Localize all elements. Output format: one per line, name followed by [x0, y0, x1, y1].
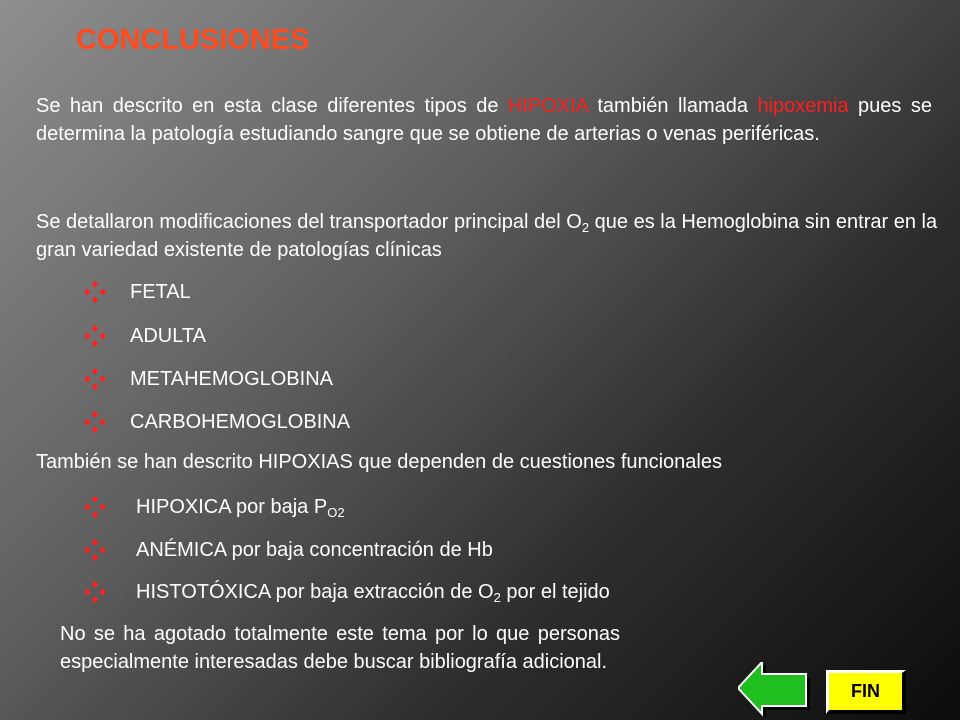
- paragraph-text: también llamada: [587, 95, 758, 117]
- paragraph-text: Se han descrito en esta clase diferentes tipos de: [36, 95, 508, 117]
- list-item-text: HISTOTÓXICA por baja extracción de O: [136, 581, 494, 603]
- list-item-label: [136, 537, 493, 563]
- list-item-metahemoglobina: [84, 366, 333, 392]
- paragraph-hypoxia-intro: [36, 92, 932, 148]
- list-item-label: CARBOHEMOGLOBINA: [130, 411, 351, 433]
- list-item-label: FETAL: [130, 281, 191, 303]
- list-item-text: por el tejido: [500, 581, 610, 603]
- paragraph-text: que es la Hemoglobina sin entrar en la gran variedad existente de patologías clínicas: [36, 211, 938, 261]
- highlight-hipoxia: HIPOXIA: [507, 95, 588, 117]
- subscript: O2: [327, 505, 345, 520]
- list-item-fetal: [84, 279, 191, 305]
- paragraph-functional-hypoxias: También se han descrito HIPOXIAS que dependen de cuestiones funcionales: [36, 451, 722, 473]
- green-left-arrow-icon[interactable]: [738, 662, 814, 718]
- paragraph-text: pues se determina la patología estudiando sangre que se obtiene de arterias o venas periféricas.: [36, 95, 932, 145]
- subscript: 2: [581, 220, 590, 235]
- fin-button[interactable]: FIN: [826, 670, 906, 714]
- list-item-label: [136, 579, 610, 605]
- diamond-bullet-icon: [84, 411, 106, 433]
- list-item-label: METAHEMOGLOBINA: [130, 368, 333, 390]
- highlight-hipoxemia: hipoxemia: [757, 95, 849, 117]
- slide-title: CONCLUSIONES: [76, 24, 310, 56]
- diamond-bullet-icon: [84, 368, 106, 390]
- list-item-text: ANÉMICA por baja concentración de Hb: [136, 539, 493, 561]
- diamond-bullet-icon: [84, 539, 106, 561]
- list-item-anemica: [84, 537, 493, 563]
- list-item-histotoxica: [84, 579, 610, 605]
- list-item-text: HIPOXICA por baja P: [136, 496, 328, 518]
- diamond-bullet-icon: [84, 581, 106, 603]
- diamond-bullet-icon: [84, 281, 106, 303]
- diamond-bullet-icon: [84, 496, 106, 518]
- list-item-label: ADULTA: [130, 325, 206, 347]
- paragraph-text: Se detallaron modificaciones del transportador principal del O: [36, 211, 582, 233]
- paragraph-hemoglobin: [36, 208, 960, 264]
- diamond-bullet-icon: [84, 325, 106, 347]
- list-item-carbohemoglobina: [84, 409, 350, 435]
- subscript: 2: [493, 590, 501, 605]
- list-item-adulta: [84, 323, 206, 349]
- list-item-hipoxica: [84, 494, 345, 520]
- paragraph-closing-note: No se ha agotado totalmente este tema por lo que personas especialmente interesadas debe buscar bibliografía adicional.: [60, 623, 620, 673]
- list-item-label: [136, 494, 345, 520]
